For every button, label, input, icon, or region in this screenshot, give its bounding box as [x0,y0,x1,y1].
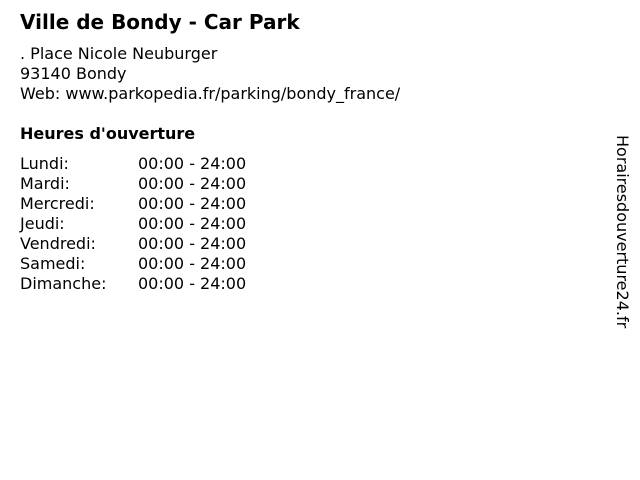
hours-row-dimanche [20,274,246,294]
address-city: 93140 Bondy [20,64,127,83]
hours-row-jeudi [20,214,246,234]
address-street: . Place Nicole Neuburger [20,44,218,63]
hours-time-value: 00:00 - 24:00 [138,174,247,193]
hours-time-value: 00:00 - 24:00 [138,254,247,273]
address-block [20,44,400,104]
hours-day-label: Mardi: [20,174,70,193]
hours-row-lundi [20,154,246,174]
opening-hours-heading: Heures d'ouverture [20,124,196,143]
hours-day-label: Samedi: [20,254,86,273]
hours-day-label: Lundi: [20,154,69,173]
hours-row-samedi [20,254,246,274]
hours-time-value: 00:00 - 24:00 [138,214,247,233]
opening-hours-table [20,154,246,294]
hours-time-value: 00:00 - 24:00 [138,154,247,173]
hours-day-label: Vendredi: [20,234,96,253]
hours-time-value: 00:00 - 24:00 [138,274,247,293]
address-web: Web: www.parkopedia.fr/parking/bondy_france/ [20,84,401,103]
hours-row-vendredi [20,234,246,254]
page-title: Ville de Bondy - Car Park [20,10,300,34]
hours-row-mardi [20,174,246,194]
hours-day-label: Dimanche: [20,274,107,293]
site-watermark: Horairesdouverture24.fr [613,135,632,329]
hours-time-value: 00:00 - 24:00 [138,234,247,253]
hours-day-label: Mercredi: [20,194,95,213]
hours-row-mercredi [20,194,246,214]
hours-day-label: Jeudi: [20,214,65,233]
hours-time-value: 00:00 - 24:00 [138,194,247,213]
